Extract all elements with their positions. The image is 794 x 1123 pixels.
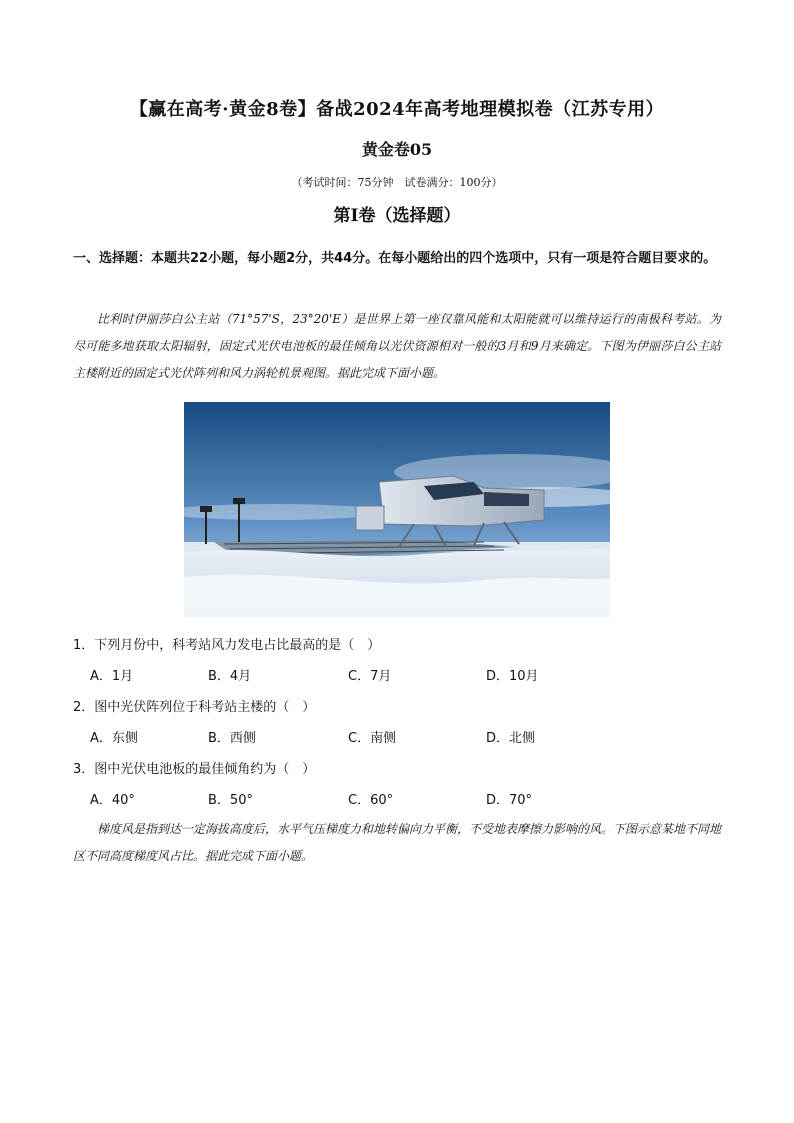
q3-option-d[interactable]: D．70° (486, 793, 533, 808)
question-3-stem: 3．图中光伏电池板的最佳倾角约为（ ） (73, 762, 316, 777)
q1-option-a[interactable]: A．1月 (90, 669, 134, 684)
q2-option-c[interactable]: C．南侧 (348, 731, 397, 746)
q1-option-d[interactable]: D．10月 (486, 669, 539, 684)
q3-option-b[interactable]: B．50° (208, 793, 253, 808)
section-heading: 第Ⅰ卷（选择题） (333, 206, 461, 226)
q2-option-b[interactable]: B．西侧 (208, 731, 256, 746)
q3-option-a[interactable]: A．40° (90, 793, 135, 808)
exam-info: （考试时间：75分钟 试卷满分：100分） (291, 176, 503, 189)
reading-passage-2: 梯度风是指到达一定海拔高度后，水平气压梯度力和地转偏向力平衡，不受地表摩擦力影响的风。下图示意某地不同地区不同高度梯度风占比。据此完成下面小题。 (73, 822, 722, 863)
q2-option-d[interactable]: D．北侧 (486, 731, 536, 746)
question-1-stem: 1．下列月份中，科考站风力发电占比最高的是（ ） (73, 638, 381, 653)
exam-subtitle: 黄金卷05 (361, 140, 433, 159)
antarctic-station-photo (184, 402, 610, 617)
section-instruction: 一、选择题：本题共22小题，每小题2分，共44分。在每小题给出的四个选项中，只有一项是符合题目要求的。 (73, 251, 717, 266)
question-2-stem: 2．图中光伏阵列位于科考站主楼的（ ） (73, 700, 316, 715)
station-landscape-image (184, 402, 610, 617)
reading-passage-1: 比利时伊丽莎白公主站（71°57'S，23°20'E）是世界上第一座仅靠风能和太阳能就可以维持运行的南极科考站。为尽可能多地获取太阳辐射，固定式光伏电池板的最佳倾角以光伏资源相对一般的3月和9月来确定。下图为伊丽莎白公主站主楼附近的固定式光伏阵列和风力涡轮机景观图。据此完成下面小题。 (73, 312, 721, 380)
q1-option-b[interactable]: B．4月 (208, 669, 252, 684)
exam-title: 【赢在高考·黄金8卷】备战2024年高考地理模拟卷（江苏专用） (129, 99, 665, 120)
q1-option-c[interactable]: C．7月 (348, 669, 392, 684)
q3-option-c[interactable]: C．60° (348, 793, 394, 808)
q2-option-a[interactable]: A．东侧 (90, 731, 138, 746)
